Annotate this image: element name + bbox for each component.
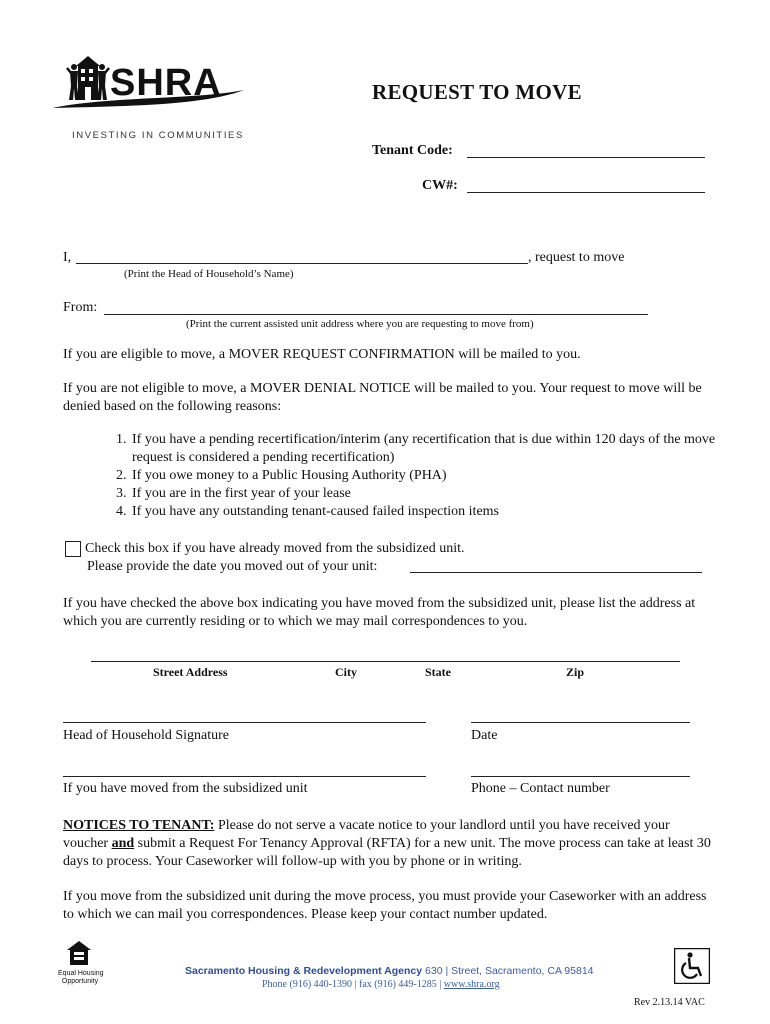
notices-heading: NOTICES TO TENANT: (63, 818, 215, 833)
moved-label: If you have moved from the subsidized unit (63, 781, 308, 796)
contact-line (262, 979, 500, 990)
moved-date-field[interactable] (410, 572, 702, 573)
closing-paragraph: If you move from the subsidized unit during the move process, you must provide your Caseworker with an address to which we can mail you correspondences. Please keep your contact number updated. (63, 889, 707, 922)
eligible-text: If you are eligible to move, a MOVER REQUEST CONFIRMATION will be mailed to you. (63, 347, 581, 362)
current-address-field[interactable] (91, 661, 680, 662)
list-item: 4. If you have any outstanding tenant-caused failed inspection items (130, 503, 750, 521)
reasons-list (90, 431, 750, 521)
agency-line (185, 965, 594, 977)
moved-checkbox[interactable] (65, 541, 81, 557)
equal-housing-text (58, 970, 102, 986)
signature-label: Head of Household Signature (63, 728, 230, 743)
moved-date-label: Please provide the date you moved out of your unit: (87, 559, 378, 574)
head-of-household-name-field[interactable] (76, 263, 528, 264)
phone-field[interactable] (471, 776, 690, 777)
equal-housing-icon (66, 940, 92, 966)
i-label: I, (63, 250, 72, 265)
phone-fax-text: Phone (916) 440-1390 | fax (916) 449-1285 | (262, 979, 444, 990)
revision-text: Rev 2.13.14 VAC (634, 997, 705, 1008)
notice-text-1: Please do not serve a vacate notice to your landlord until you have received your voucher (63, 818, 670, 851)
tenant-code-label: Tenant Code: (372, 143, 453, 158)
notice-and: and (111, 836, 135, 851)
column-city: City (335, 665, 357, 679)
notice-text-2: submit a Request For Tenancy Approval (RFTA) for a new unit. The move process can take at least 30 days to process. Your Caseworker will follow-up with you by phone or in writing. (63, 836, 711, 869)
not-eligible-text: If you are not eligible to move, a MOVER DENIAL NOTICE will be mailed to you. Your request to move will be denied based on the following reasons: (63, 381, 702, 414)
from-address-field[interactable] (104, 314, 648, 315)
eho-line-1: Equal Housing (58, 970, 104, 977)
from-label: From: (63, 300, 98, 315)
list-item: 2. If you owe money to a Public Housing Authority (PHA) (130, 467, 750, 485)
logo-wordmark: SHRA (110, 62, 222, 104)
signature-field[interactable] (63, 722, 426, 723)
agency-address: 630 | Street, Sacramento, CA 95814 (422, 965, 594, 977)
list-item: 3. If you are in the first year of your lease (130, 485, 750, 503)
eho-line-2: Opportunity (61, 978, 99, 985)
column-state: State (425, 665, 451, 679)
notices-paragraph (63, 817, 713, 871)
date-field[interactable] (471, 722, 690, 723)
cw-label: CW#: (422, 178, 458, 193)
request-to-move-text: , request to move (528, 250, 625, 265)
list-item: 1. If you have a pending recertification/interim (any recertification that is due within 120 days of the move request is considered a pending recertification) (130, 431, 750, 467)
cw-field[interactable] (467, 192, 705, 193)
tenant-code-field[interactable] (467, 157, 705, 158)
wheelchair-accessible-icon (674, 948, 710, 984)
checkbox-label: Check this box if you have already moved from the subsidized unit. (85, 541, 465, 556)
website-link[interactable]: www.shra.org (443, 979, 500, 990)
date-label: Date (471, 728, 498, 743)
column-street-address: Street Address (153, 665, 228, 679)
page-title: REQUEST TO MOVE (372, 80, 582, 104)
address-instructions: If you have checked the above box indicating you have moved from the subsidized unit, please list the address at which you are currently residing or to which we may mail correspondences to you. (63, 596, 696, 629)
moved-signature-field[interactable] (63, 776, 426, 777)
phone-label: Phone – Contact number (471, 781, 610, 796)
agency-name: Sacramento Housing & Redevelopment Agency (185, 965, 423, 977)
from-hint: (Print the current assisted unit address where you are requesting to move from) (186, 318, 534, 330)
logo-tagline: INVESTING IN COMMUNITIES (72, 130, 244, 141)
name-hint: (Print the Head of Household’s Name) (124, 268, 294, 280)
column-zip: Zip (566, 665, 585, 679)
